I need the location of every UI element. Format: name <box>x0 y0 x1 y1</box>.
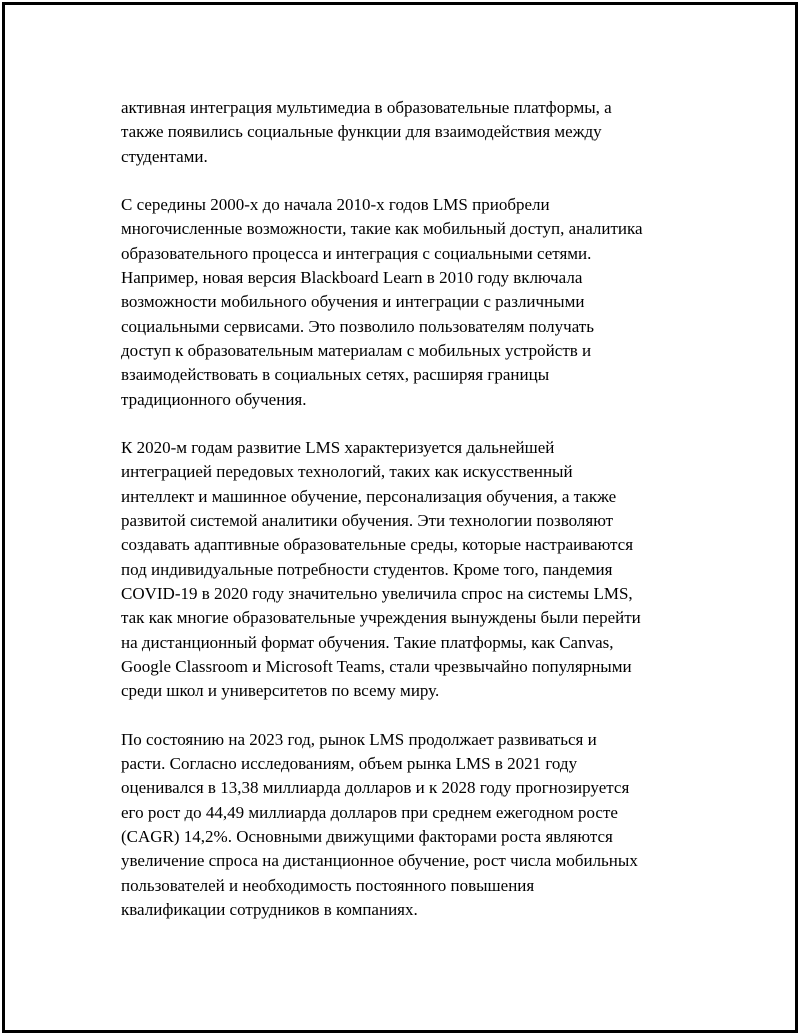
document-body <box>121 96 693 946</box>
paragraph-2020s: К 2020-м годам развитие LMS характеризуется дальнейшей интеграцией передовых технологий, таких как искусственный интеллект и машинное обучение, персонализация обучения, а также развитой системой аналитики обучения. Эти технологии позволяют создавать адаптивные образовательные среды, которые настраиваются под индивидуальные потребности студентов. Кроме того, пандемия COVID-19 в 2020 году значительно увеличила спрос на системы LMS, так как многие образовательные учреждения вынуждены были перейти на дистанционный формат обучения. Такие платформы, как Canvas, Google Classroom и Microsoft Teams, стали чрезвычайно популярными среди школ и университетов по всему миру. <box>121 438 641 701</box>
paragraph-multimedia-integration: активная интеграция мультимедиа в образовательные платформы, а также появились социальные функции для взаимодействия между студентами. <box>121 98 612 166</box>
page-frame <box>2 2 798 1033</box>
paragraph-market-2023: По состоянию на 2023 год, рынок LMS продолжает развиваться и расти. Согласно исследованиям, объем рынка LMS в 2021 году оценивался в 13,38 миллиарда долларов и к 2028 году прогнозируется его рост до 44,49 миллиарда долларов при среднем ежегодном росте (CAGR) 14,2%. Основными движущими факторами роста являются увеличение спроса на дистанционное обучение, рост числа мобильных пользователей и необходимость постоянного повышения квалификации сотрудников в компаниях. <box>121 729 638 919</box>
paragraph-2000s-2010s: С середины 2000-х до начала 2010-х годов LMS приобрели многочисленные возможности, такие как мобильный доступ, аналитика образовательного процесса и интеграция с социальными сетями. Например, новая версия Blackboard Learn в 2010 году включала возможности мобильного обучения и интеграции с различными социальными сервисами. Это позволило пользователям получать доступ к образовательным материалам с мобильных устройств и взаимодействовать в социальных сетях, расширяя границы традиционного обучения. <box>121 195 643 409</box>
